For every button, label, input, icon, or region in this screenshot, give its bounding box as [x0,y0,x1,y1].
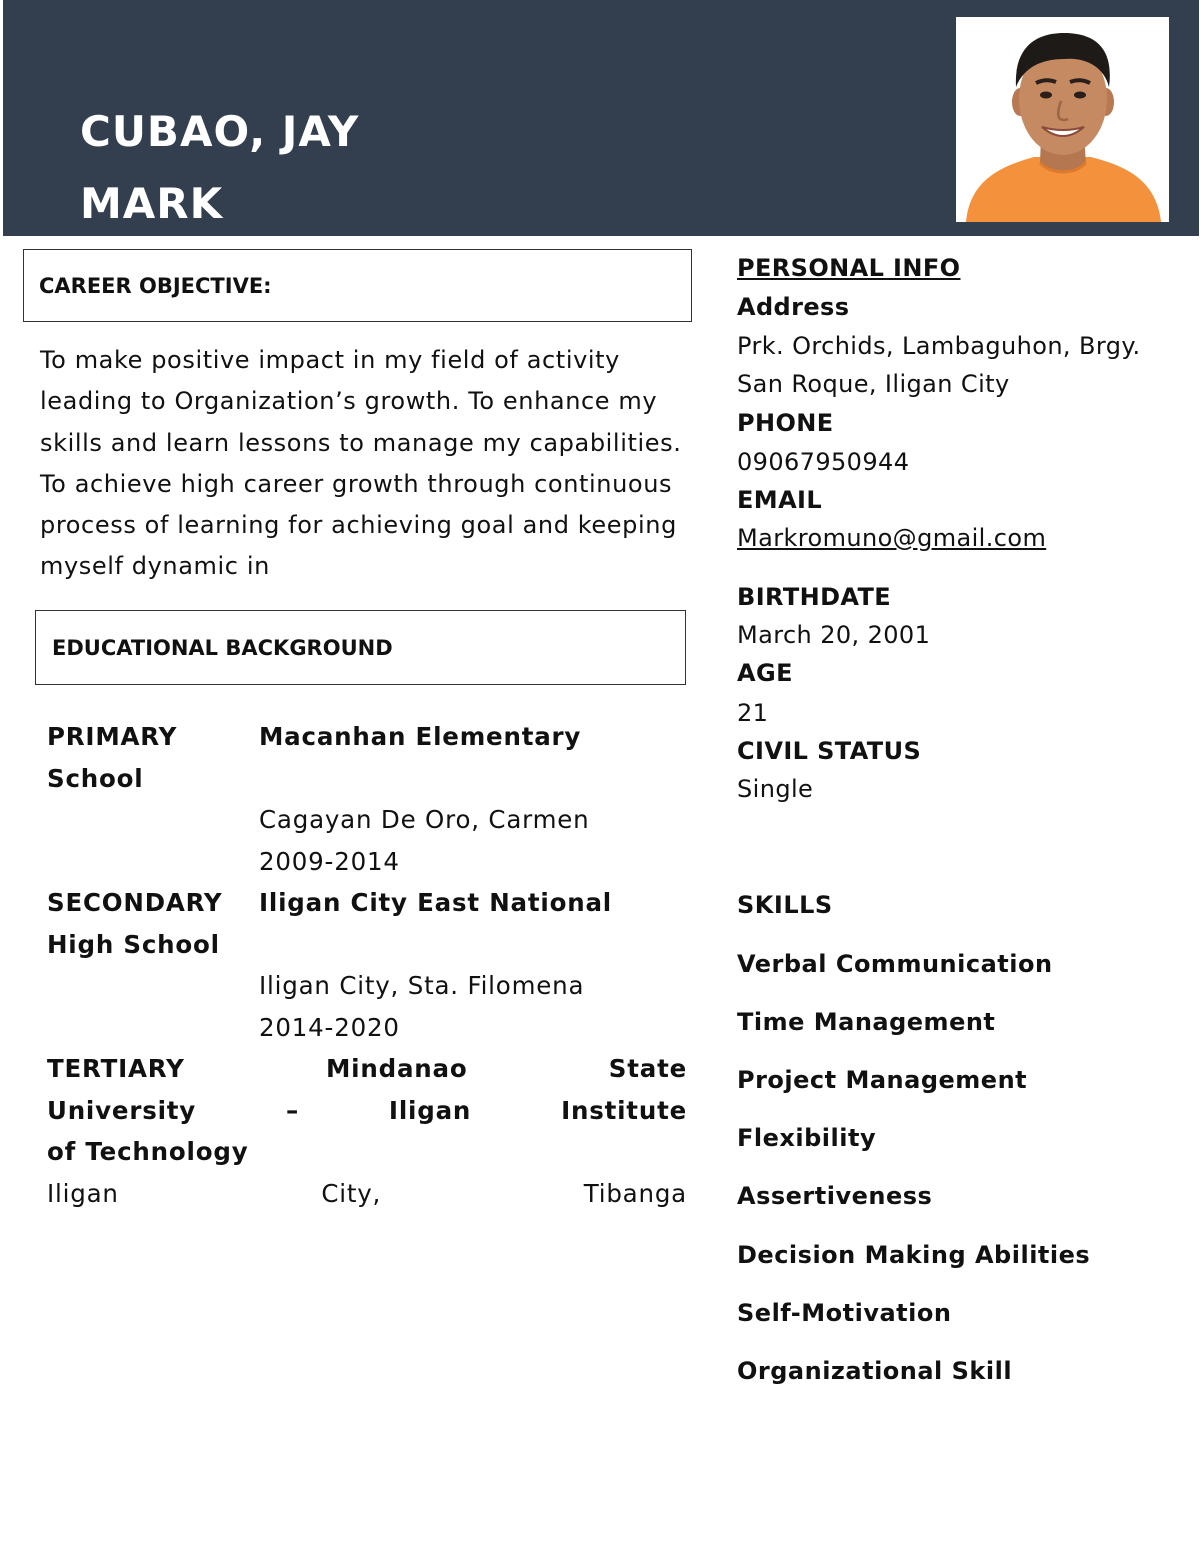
civil-status-value: Single [737,775,814,803]
tertiary-school-part-1: Mindanao State [325,1054,687,1083]
name-line-2: MARK [80,179,224,228]
skill-item: Project Management [737,1066,1028,1094]
secondary-school: Iligan City East National [259,888,612,917]
tertiary-line-1 [47,1048,687,1090]
tertiary-school-part-2: University – Iligan [47,1095,472,1125]
secondary-years: 2014-2020 [259,1012,400,1042]
education-heading-box [35,610,686,685]
address-label: Address [737,293,850,321]
phone-value: 09067950944 [737,448,910,476]
age-value: 21 [737,699,769,727]
phone-label: PHONE [737,409,834,437]
education-primary-row [47,716,687,799]
career-objective-heading: CAREER OBJECTIVE: [39,273,272,298]
education-section [47,716,687,1208]
secondary-location: Iligan City, Sta. Filomena [259,971,585,1000]
career-objective-body [40,340,690,588]
career-objective-text: To make positive impact in my field of activity leading to Organization’s growth. To enhance my skills and learn lessons to manage my capabilities. To achieve high career growth through continuous process of learning for achieving goal and keeping myself dynamic in [40,346,682,581]
skill-item: Decision Making Abilities [737,1241,1091,1269]
primary-level: PRIMARY School [47,722,178,793]
email-label: EMAIL [737,486,823,514]
profile-photo-illustration [956,17,1169,222]
primary-school: Macanhan Elementary [259,722,582,751]
address-line-2: San Roque, Iligan City [737,370,1010,398]
primary-years: 2009-2014 [259,846,400,876]
name-line-1: CUBAO, JAY [80,107,360,156]
name-block [80,96,420,228]
skills-heading: SKILLS [737,891,833,919]
secondary-level: SECONDARY High School [47,888,223,959]
primary-location: Cagayan De Oro, Carmen [259,805,590,834]
tertiary-school-part-3: Institute [561,1095,687,1125]
skill-item: Organizational Skill [737,1357,1013,1385]
address-line-1: Prk. Orchids, Lambaguhon, Brgy. [737,332,1141,360]
tertiary-level: TERTIARY [47,1054,185,1083]
birthdate-value: March 20, 2001 [737,621,931,649]
tertiary-school-part-4: of Technology [47,1137,249,1166]
skill-item: Time Management [737,1008,996,1036]
header-banner [3,0,1199,236]
tertiary-line-2 [47,1090,687,1132]
skill-item: Flexibility [737,1124,877,1152]
profile-photo [956,17,1169,222]
education-secondary-row [47,882,687,965]
skill-item: Assertiveness [737,1182,933,1210]
skill-item: Self-Motivation [737,1299,952,1327]
tertiary-location: Iligan City, Tibanga [47,1178,687,1208]
career-objective-heading-box [23,249,692,322]
skill-item: Verbal Communication [737,950,1053,978]
email-link[interactable]: Markromuno@gmail.com [737,524,1047,552]
personal-info-heading: PERSONAL INFO [737,254,961,282]
education-heading: EDUCATIONAL BACKGROUND [52,635,393,660]
civil-status-label: CIVIL STATUS [737,737,922,765]
birthdate-label: BIRTHDATE [737,583,892,611]
age-label: AGE [737,659,793,687]
